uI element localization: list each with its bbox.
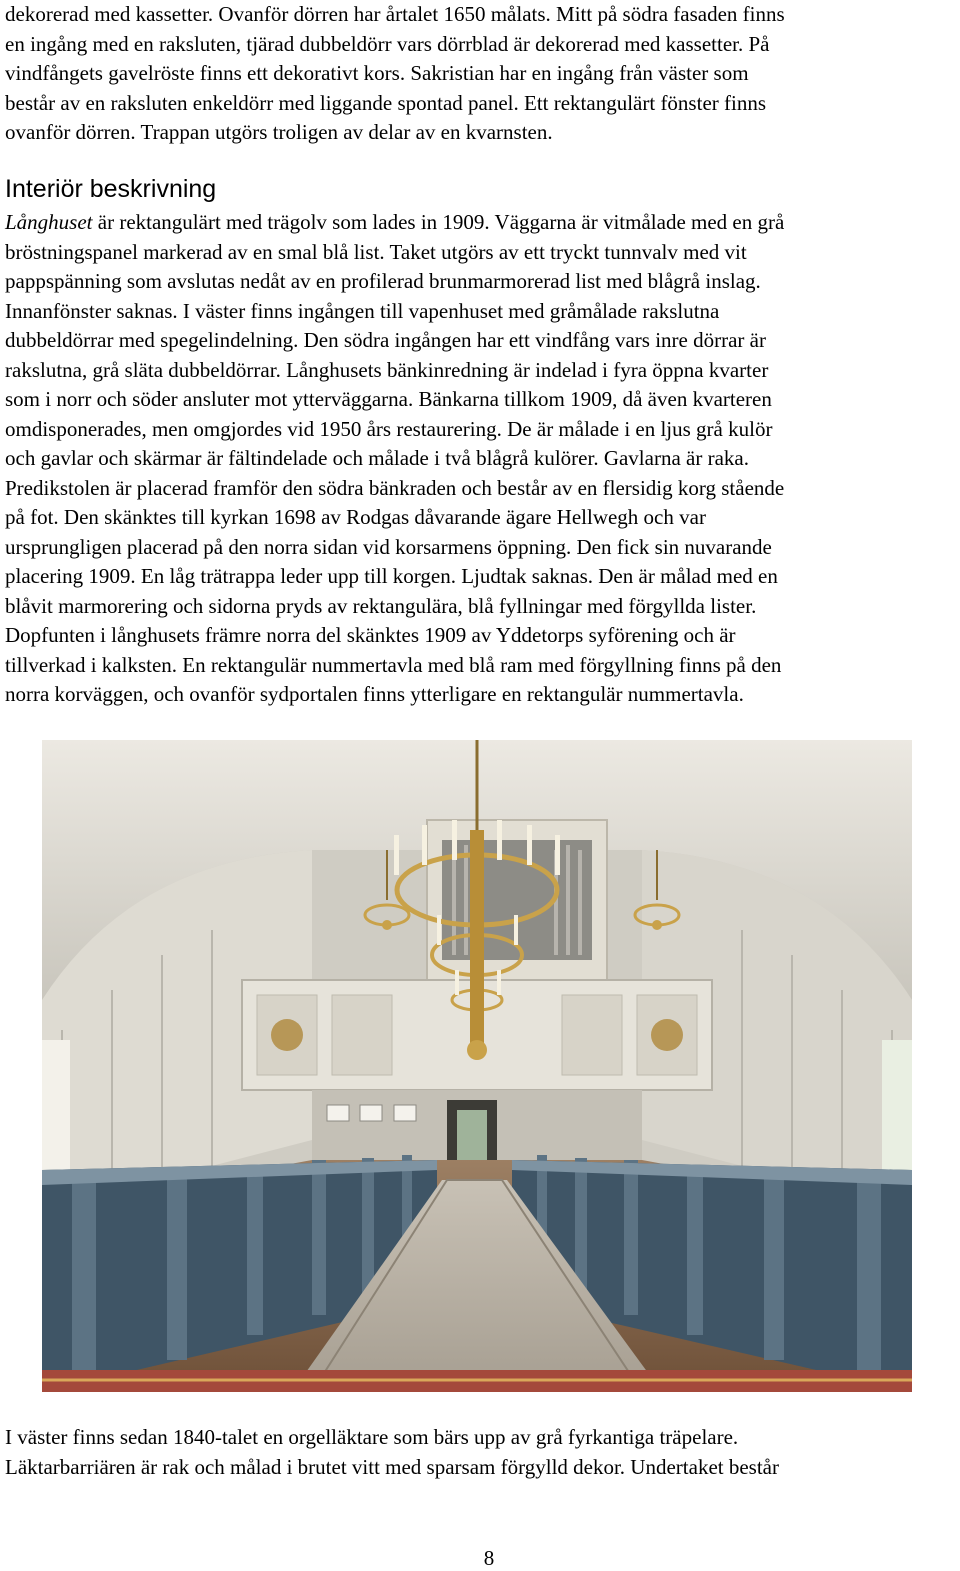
- emphasis-langhuset: Långhuset: [5, 210, 93, 234]
- text-line: bröstningspanel markerad av en smal blå list. Taket utgörs av ett tryckt tunnvalv med vit: [5, 239, 747, 264]
- text-line: Dopfunten i långhusets främre norra del skänktes 1909 av Yddetorps syförening och är: [5, 623, 736, 647]
- text-line: dekorerad med kassetter. Ovanför dörren har årtalet 1650 målats. Mitt på södra fasaden finns: [5, 2, 785, 26]
- text-line: pappspänning som avslutas nedåt av en profilerad brunmarmorerad list med blågrå inslag.: [5, 269, 761, 293]
- right-window: [882, 1040, 912, 1190]
- text-line: en ingång med en raksluten, tjärad dubbeldörr vars dörrblad är dekorerad med kassetter. På: [5, 31, 770, 56]
- text-line: omdisponerades, men omgjordes vid 1950 års restaurering. De är målade i en ljus grå kulör: [5, 416, 773, 441]
- text-line: och gavlar och skärmar är fältindelade och målade i två blågrå kulörer. Gavlarna är raka.: [5, 446, 749, 470]
- text-line: Innanfönster saknas. I väster finns ingången till vapenhuset med gråmålade rakslutna: [5, 298, 720, 323]
- text-line: tillverkad i kalksten. En rektangulär nummertavla med blå ram med förgyllning finns på den: [5, 652, 782, 677]
- text-line: blåvit marmorering och sidorna pryds av rektangulära, blå fyllningar med förgyllda lister.: [5, 593, 757, 618]
- wall-frames: [327, 1105, 416, 1121]
- text-line: på fot. Den skänktes till kyrkan 1698 av Rodgas dåvarande ägare Hellwegh och var: [5, 505, 706, 529]
- balustrade-ornament: [651, 1019, 683, 1051]
- paragraph-interior: [5, 208, 960, 710]
- paragraph-gallery: [5, 1423, 960, 1482]
- text-line: Predikstolen är placerad framför den södra bänkraden och består av en flersidig korg stående: [5, 475, 785, 500]
- text-line: vindfångets gavelröste finns ett dekorativt kors. Sakristian har en ingång från väster som: [5, 61, 749, 85]
- balustrade-ornament: [271, 1019, 303, 1051]
- text-line: Läktarbarriären är rak och målad i brutet vitt med sparsam förgylld dekor. Undertaket består: [5, 1454, 779, 1479]
- section-heading: Interiör beskrivning: [5, 175, 217, 203]
- text-line: [5, 208, 960, 238]
- text-line: ovanför dörren. Trappan utgörs troligen av delar av en kvarnsten.: [5, 120, 553, 144]
- text-line: I väster finns sedan 1840-talet en orgelläktare som bärs upp av grå fyrkantiga träpelare.: [5, 1425, 739, 1449]
- text-line: består av en raksluten enkeldörr med liggande spontad panel. Ett rektangulärt fönster finns: [5, 90, 767, 115]
- paragraph-exterior: [5, 0, 960, 148]
- text-line: placering 1909. En låg trätrappa leder upp till korgen. Ljudtak saknas. Den är målad med en: [5, 564, 778, 588]
- text-line: som i norr och söder ansluter mot ytterväggarna. Bänkarna tillkom 1909, då även kvarteren: [5, 387, 772, 411]
- church-interior-illustration: [42, 740, 912, 1392]
- church-interior-photo: [42, 740, 912, 1392]
- text-line: ursprungligen placerad på den norra sidan vid korsarmens öppning. Den fick sin nuvarande: [5, 534, 772, 559]
- text-span: är rektangulärt med trägolv som lades in 1909. Väggarna är vitmålade med en grå: [92, 210, 785, 234]
- text-line: dubbeldörrar med spegelindelning. Den södra ingången har ett vindfång vars inre dörrar är: [5, 328, 766, 352]
- left-window: [42, 1040, 70, 1180]
- page-number: 8: [483, 1546, 495, 1570]
- text-line: rakslutna, grå släta dubbeldörrar. Långhusets bänkinredning är indelad i fyra öppna kvarter: [5, 357, 769, 382]
- text-line: norra korväggen, och ovanför sydportalen finns ytterligare en rektangulär nummertavla.: [5, 682, 744, 706]
